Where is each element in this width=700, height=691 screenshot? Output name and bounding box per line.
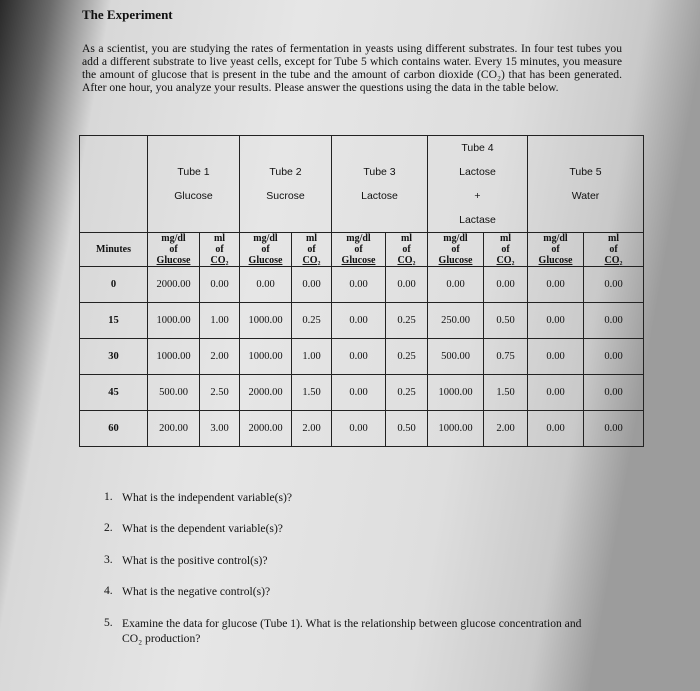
question-item — [104, 616, 592, 646]
minute-cell: 0 — [80, 267, 148, 303]
unit-header — [484, 233, 528, 267]
unit-of: of — [451, 244, 460, 255]
value-cell: 2.00 — [292, 411, 332, 447]
value-cell: 0.00 — [584, 303, 644, 339]
unit: ml — [400, 233, 413, 244]
value-cell: 0.00 — [528, 339, 584, 375]
unit: mg/dl — [253, 233, 278, 244]
value-cell: 0.00 — [332, 267, 386, 303]
question-number: 5. — [104, 616, 113, 629]
value-cell: 0.75 — [484, 339, 528, 375]
question-item — [104, 584, 592, 599]
unit-substance: CO₂ — [302, 255, 321, 266]
value-cell: 0.00 — [200, 267, 240, 303]
table-row — [80, 303, 644, 339]
value-cell: 0.00 — [528, 375, 584, 411]
value-cell: 0.00 — [240, 267, 292, 303]
minute-cell: 30 — [80, 339, 148, 375]
question-number: 2. — [104, 521, 113, 534]
value-cell: 1.00 — [200, 303, 240, 339]
tube-substrate: Glucose — [174, 190, 213, 202]
value-cell: 0.00 — [528, 411, 584, 447]
value-cell: 0.00 — [484, 267, 528, 303]
question-number: 1. — [104, 490, 113, 503]
unit-of: of — [501, 244, 510, 255]
unit-header — [584, 233, 644, 267]
unit-header — [332, 233, 386, 267]
value-cell: 0.00 — [386, 267, 428, 303]
table-row — [80, 375, 644, 411]
value-cell: 0.00 — [528, 303, 584, 339]
unit: ml — [213, 233, 226, 244]
value-cell: 500.00 — [148, 375, 200, 411]
value-cell: 0.50 — [386, 411, 428, 447]
unit-header — [240, 233, 292, 267]
unit: ml — [305, 233, 318, 244]
tube-label: Tube 2 — [269, 166, 302, 178]
units-header-row — [80, 233, 644, 267]
table-row — [80, 411, 644, 447]
unit-of: of — [261, 244, 270, 255]
value-cell: 1000.00 — [240, 339, 292, 375]
question-text: What is the dependent variable(s)? — [122, 522, 283, 535]
unit-of: of — [169, 244, 178, 255]
value-cell: 0.25 — [386, 303, 428, 339]
value-cell: 0.00 — [332, 375, 386, 411]
value-cell: 2000.00 — [148, 267, 200, 303]
unit-of: of — [215, 244, 224, 255]
value-cell: 1.00 — [292, 339, 332, 375]
value-cell: 0.25 — [386, 375, 428, 411]
value-cell: 1000.00 — [148, 339, 200, 375]
minutes-header: Minutes — [80, 233, 148, 267]
value-cell: 0.00 — [332, 339, 386, 375]
tube-substrate: Lactose — [459, 166, 496, 178]
value-cell: 1.50 — [292, 375, 332, 411]
tube-1-header — [148, 136, 240, 233]
question-text: What is the positive control(s)? — [122, 554, 268, 567]
unit-header — [528, 233, 584, 267]
unit-substance: CO₂ — [210, 255, 229, 266]
value-cell: 3.00 — [200, 411, 240, 447]
value-cell: 0.00 — [428, 267, 484, 303]
unit-substance: Glucose — [538, 255, 573, 266]
value-cell: 0.00 — [332, 303, 386, 339]
value-cell: 0.25 — [292, 303, 332, 339]
unit: mg/dl — [443, 233, 468, 244]
unit: mg/dl — [161, 233, 186, 244]
value-cell: 2000.00 — [240, 411, 292, 447]
tube-2-header — [240, 136, 332, 233]
unit: ml — [607, 233, 620, 244]
tube-4-header — [428, 136, 528, 233]
tube-substrate: Sucrose — [266, 190, 305, 202]
question-item — [104, 553, 592, 568]
tube-header-row — [80, 136, 644, 233]
unit-of: of — [551, 244, 560, 255]
unit: ml — [499, 233, 512, 244]
question-number: 4. — [104, 584, 113, 597]
tube-label: Tube 5 — [569, 166, 602, 178]
tube-label: Tube 3 — [363, 166, 396, 178]
unit-header — [200, 233, 240, 267]
question-text: Examine the data for glucose (Tube 1). What is the relationship between glucose concentration and CO₂ production? — [122, 617, 582, 645]
unit-of: of — [354, 244, 363, 255]
value-cell: 0.00 — [584, 267, 644, 303]
unit-substance: Glucose — [438, 255, 473, 266]
unit-of: of — [402, 244, 411, 255]
unit: mg/dl — [346, 233, 371, 244]
value-cell: 0.00 — [528, 267, 584, 303]
value-cell: 2.00 — [484, 411, 528, 447]
question-number: 3. — [104, 553, 113, 566]
unit-substance: Glucose — [248, 255, 283, 266]
corner-cell — [80, 136, 148, 233]
question-item — [104, 490, 592, 505]
tube-5-header — [528, 136, 644, 233]
value-cell: 0.00 — [584, 339, 644, 375]
tube-plus: + — [474, 190, 481, 202]
unit-substance: CO₂ — [496, 255, 515, 266]
unit-substance: CO₂ — [604, 255, 623, 266]
tube-substrate: Water — [571, 190, 600, 202]
intro-paragraph: As a scientist, you are studying the rates of fermentation in yeasts using different substrates. In four test tubes you add a different substrate to live yeast cells, except for Tube 5 which contains water. Every 15 minutes, you measure the amount of glucose that is present in the tube and the amount of carbon dioxide (CO₂) that has been generated. After one hour, you analyze your results. Please answer the questions using the data in the table below. — [82, 42, 622, 94]
question-text: What is the independent variable(s)? — [122, 491, 292, 504]
unit: mg/dl — [543, 233, 568, 244]
unit-of: of — [609, 244, 618, 255]
question-text: What is the negative control(s)? — [122, 585, 271, 598]
tube-label: Tube 1 — [177, 166, 210, 178]
value-cell: 2000.00 — [240, 375, 292, 411]
value-cell: 1000.00 — [148, 303, 200, 339]
value-cell: 200.00 — [148, 411, 200, 447]
value-cell: 1.50 — [484, 375, 528, 411]
value-cell: 0.50 — [484, 303, 528, 339]
value-cell: 0.00 — [584, 411, 644, 447]
unit-substance: Glucose — [341, 255, 376, 266]
unit-header — [428, 233, 484, 267]
value-cell: 2.50 — [200, 375, 240, 411]
unit-header — [148, 233, 200, 267]
unit-substance: Glucose — [156, 255, 191, 266]
unit-header — [386, 233, 428, 267]
minute-cell: 45 — [80, 375, 148, 411]
value-cell: 2.00 — [200, 339, 240, 375]
value-cell: 0.00 — [584, 375, 644, 411]
value-cell: 500.00 — [428, 339, 484, 375]
value-cell: 1000.00 — [240, 303, 292, 339]
value-cell: 0.00 — [292, 267, 332, 303]
unit-of: of — [307, 244, 316, 255]
minute-cell: 60 — [80, 411, 148, 447]
value-cell: 1000.00 — [428, 375, 484, 411]
results-table — [79, 135, 644, 447]
page-title: The Experiment — [82, 7, 173, 22]
table-row — [80, 267, 644, 303]
minute-cell: 15 — [80, 303, 148, 339]
unit-header — [292, 233, 332, 267]
value-cell: 0.00 — [332, 411, 386, 447]
question-item — [104, 521, 592, 536]
tube-enzyme: Lactase — [459, 214, 496, 226]
value-cell: 250.00 — [428, 303, 484, 339]
tube-substrate: Lactose — [361, 190, 398, 202]
value-cell: 1000.00 — [428, 411, 484, 447]
value-cell: 0.25 — [386, 339, 428, 375]
table-row — [80, 339, 644, 375]
tube-3-header — [332, 136, 428, 233]
tube-label: Tube 4 — [461, 142, 494, 154]
unit-substance: CO₂ — [397, 255, 416, 266]
